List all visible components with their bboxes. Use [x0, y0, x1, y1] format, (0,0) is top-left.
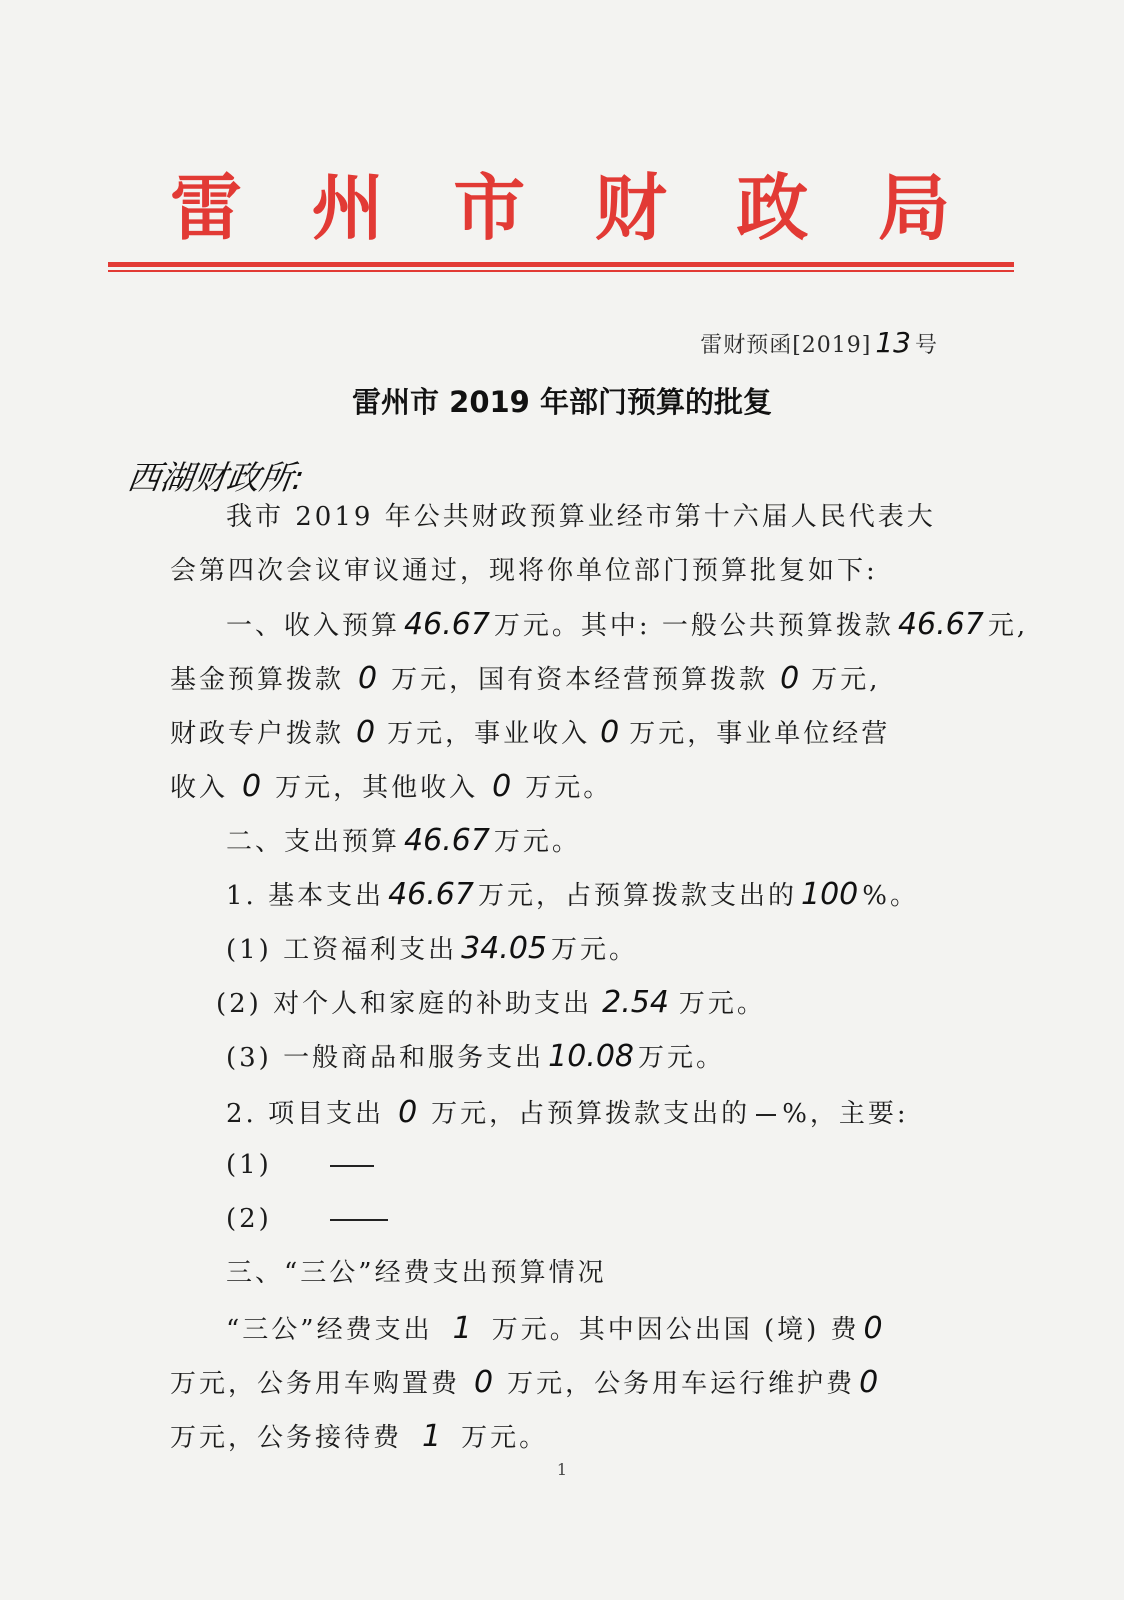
hw-three-total: 1: [452, 1311, 472, 1346]
hw-reception: 1: [422, 1419, 442, 1454]
hw-special: 0: [356, 715, 376, 750]
income-line-4: [170, 760, 960, 815]
text: 万元，占预算拨款支出的: [431, 1099, 751, 1129]
hw-abroad: 0: [863, 1311, 883, 1346]
hw-business: 0: [600, 715, 620, 750]
text: %。: [862, 881, 919, 911]
income-line-3: [170, 706, 960, 761]
project-item-1: [226, 1138, 1016, 1192]
hw-general-budget: 46.67: [897, 607, 984, 642]
hw-car-purchase: 0: [474, 1365, 494, 1400]
three-public-line-3: [170, 1410, 960, 1465]
hw-basic-percent: 100: [800, 877, 859, 912]
text: %，主要:: [782, 1099, 909, 1129]
three-public-line-2: [170, 1356, 960, 1411]
goods-line: [226, 1030, 1016, 1085]
letterhead-char: 政: [736, 165, 809, 250]
hw-goods: 10.08: [548, 1039, 634, 1074]
project-expense-line: [226, 1086, 1016, 1141]
hw-dash: [330, 1219, 388, 1221]
subsidy-line: [216, 976, 1006, 1031]
letterhead-title: [170, 165, 950, 250]
three-public-heading: 三、“三公”经费支出预算情况: [226, 1258, 607, 1288]
text: 万元。: [638, 1043, 726, 1073]
document-number: [700, 326, 938, 359]
expense-line-1: [226, 814, 1016, 869]
text: 万元,: [811, 665, 881, 695]
hw-basic-expense: 46.67: [388, 877, 474, 912]
salary-line: [226, 922, 1016, 977]
letterhead-rule: [108, 262, 1014, 272]
text: 1. 基本支出: [226, 881, 385, 911]
intro-line-2: 会第四次会议审议通过，现将你单位部门预算批复如下:: [170, 556, 878, 586]
text: 万元，公务接待费: [170, 1423, 403, 1453]
text: 2. 项目支出: [226, 1099, 385, 1129]
hw-operating: 0: [242, 769, 262, 804]
text: 万元，公务用车运行维护费: [507, 1369, 856, 1399]
text: 万元，公务用车购置费: [170, 1369, 461, 1399]
project-item-2: [226, 1192, 1016, 1246]
basic-expense-line: [226, 868, 1016, 923]
text: 万元。其中因公出国 (境) 费: [491, 1315, 860, 1345]
text: 二、支出预算: [226, 827, 401, 857]
hw-income-total: 46.67: [404, 607, 490, 642]
text: 一、收入预算: [226, 611, 401, 641]
hw-other: 0: [492, 769, 512, 804]
rule-thick: [108, 262, 1014, 267]
hw-car-maintenance: 0: [859, 1365, 879, 1400]
text: 财政专户拨款: [170, 719, 345, 749]
letterhead-char: 州: [311, 165, 384, 250]
text: 收入: [170, 773, 229, 803]
text: 万元，事业收入: [387, 719, 591, 749]
hw-dash: [330, 1165, 374, 1167]
text: (2) 对个人和家庭的补助支出: [216, 989, 593, 1019]
hw-expense-total: 46.67: [404, 823, 490, 858]
three-public-line-1: [226, 1302, 1016, 1357]
hw-project: 0: [398, 1095, 418, 1130]
doc-number-suffix: 号: [914, 333, 938, 358]
text: (1): [226, 1150, 272, 1180]
text: 万元。: [678, 989, 766, 1019]
text: (1) 工资福利支出: [226, 935, 458, 965]
doc-number-handwritten: 13: [875, 326, 911, 359]
doc-number-prefix: 雷财预函[2019]: [700, 333, 872, 358]
text: 万元。: [551, 935, 639, 965]
hw-dash: [756, 1114, 776, 1116]
hw-salary: 34.05: [461, 931, 547, 966]
letterhead-char: 雷: [170, 165, 243, 250]
text: (3) 一般商品和服务支出: [226, 1043, 545, 1073]
text: 万元，占预算拨款支出的: [477, 881, 797, 911]
text: (2): [226, 1204, 272, 1234]
text: 万元，国有资本经营预算拨款: [391, 665, 769, 695]
letterhead-char: 财: [594, 165, 667, 250]
text: 万元。: [461, 1423, 549, 1453]
letterhead-char: 市: [453, 165, 526, 250]
intro-line-1: 我市 2019 年公共财政预算业经市第十六届人民代表大: [226, 502, 936, 532]
rule-thin: [108, 270, 1014, 272]
hw-fund: 0: [358, 661, 378, 696]
text: “三公”经费支出: [226, 1315, 433, 1345]
text: 万元。: [525, 773, 613, 803]
hw-capital: 0: [780, 661, 800, 696]
text: 万元，其他收入: [275, 773, 479, 803]
income-line-1: [226, 598, 1029, 653]
text: 基金预算拨款: [170, 665, 345, 695]
document-title: 雷州市 2019 年部门预算的批复: [352, 385, 772, 419]
text: 元,: [987, 611, 1029, 641]
text: 万元。: [493, 827, 581, 857]
page-number: 1: [556, 1460, 568, 1479]
text: 万元，事业单位经营: [629, 719, 891, 749]
recipient-handwritten: 西湖财政所:: [124, 458, 307, 497]
hw-subsidy: 2.54: [602, 985, 669, 1020]
text: 万元。其中: 一般公共预算拨款: [493, 611, 894, 641]
letterhead-char: 局: [877, 165, 950, 250]
income-line-2: [170, 652, 960, 707]
